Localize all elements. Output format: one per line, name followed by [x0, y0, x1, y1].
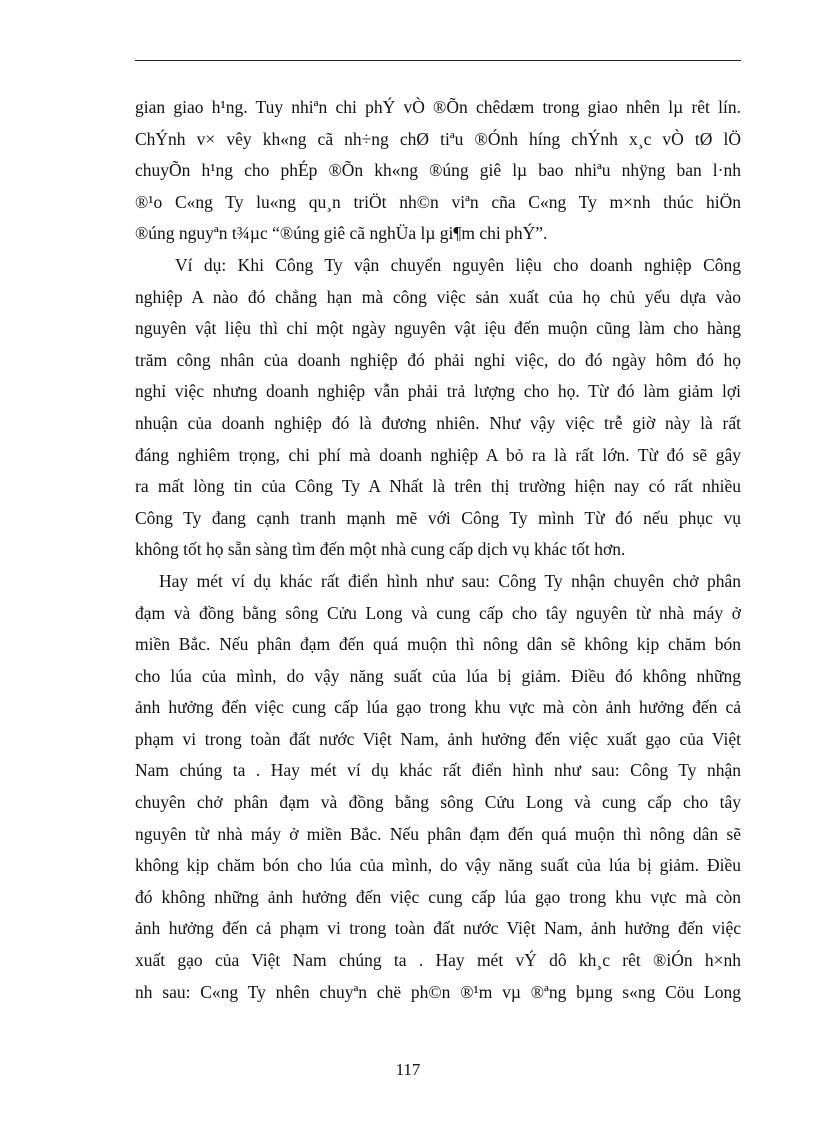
text-line: Nam chúng ta . Hay mét ví dụ khác rất điển hình như sau: Công Ty nhận — [135, 760, 741, 781]
text-line: nhuận của doanh nghiệp đó là đương nhiên. Như vậy việc trễ giờ này là rất — [135, 412, 741, 433]
text-line: đáng nghiêm trọng, chi phí mà doanh nghiệp A bỏ ra là rất lớn. Từ đó sẽ gây — [135, 444, 741, 465]
text-line: ảnh hưởng đến cả phạm vi trong toàn đất nước Việt Nam, ảnh hưởng đến việc — [135, 918, 741, 939]
text-line: ChÝnh v× vêy kh«ng cã nh÷ng chØ tiªu ®Ónh híng chÝnh x¸c vÒ tØ lÖ — [135, 128, 741, 149]
text-line: đó không những ảnh hưởng đến việc cung cấp lúa gạo trong khu vực mà còn — [135, 886, 741, 907]
text-line: ra mất lòng tin của Công Ty A Nhất là trên thị trường hiện nay có rất nhiều — [135, 476, 741, 497]
text-line: nghiệp A nào đó chẳng hạn mà công việc sản xuất của họ chủ yếu dựa vào — [135, 286, 741, 307]
text-line: Công Ty đang cạnh tranh mạnh mẽ với Công Ty mình Từ đó nếu phục vụ — [135, 507, 741, 528]
text-line: nguyên vật liệu thì chỉ một ngày nguyên vật iệu đến muộn cũng làm cho hàng — [135, 318, 741, 339]
text-line: miền Bắc. Nếu phân đạm đến quá muộn thì nông dân sẽ không kịp chăm bón — [135, 634, 741, 655]
text-line: chuyÕn h¹ng cho phÉp ®Õn kh«ng ®úng giê lµ bao nhiªu nhÿng ban l·nh — [135, 160, 741, 181]
text-line: không tốt họ sẵn sàng tìm đến một nhà cung cấp dịch vụ khác tốt hơn. — [135, 539, 626, 560]
text-line: phạm vi trong toàn đất nước Việt Nam, ảnh hưởng đến việc xuất gạo của Việt — [135, 728, 741, 749]
text-line: không kịp chăm bón cho lúa của mình, do vậy năng suất của lúa bị giảm. Điều — [135, 855, 741, 876]
text-line: trăm công nhân của doanh nghiệp đó phải nghỉ việc, do đó ngày hôm đó họ — [135, 349, 741, 370]
text-line: ®¹o C«ng Ty lu«ng qu¸n triÖt nh©n viªn cña C«ng Ty m×nh thúc hiÖn — [135, 191, 741, 212]
text-line: gian giao h¹ng. Tuy nhiªn chi phÝ vÒ ®Õn chêdæm trong giao nhên lµ rêt lín. — [135, 97, 741, 117]
text-line: chuyên chở phân đạm và đồng bằng sông Cửu Long và cung cấp cho tây — [135, 792, 741, 813]
body-text — [135, 92, 741, 1008]
text-line: Hay mét ví dụ khác rất điển hình như sau: Công Ty nhận chuyên chở phân — [159, 570, 741, 591]
text-line: cho lúa của mình, do vậy năng suất của lúa bị giảm. Điều đó không những — [135, 665, 741, 686]
text-line: nh sau: C«ng Ty nhên chuyªn chë ph©n ®¹m vµ ®ªng bµng s«ng Cöu Long — [135, 981, 741, 1002]
text-line: xuất gạo của Việt Nam chúng ta . Hay mét vÝ dô kh¸c rêt ®iÓn h×nh — [135, 950, 741, 971]
text-line: nguyên từ nhà máy ở miền Bắc. Nếu phân đạm đến quá muộn thì nông dân sẽ — [135, 823, 741, 844]
text-line: đạm và đồng bằng sông Cửu Long và cung cấp cho tây nguyên từ nhà máy ở — [135, 602, 741, 623]
page-number: 117 — [395, 1060, 421, 1079]
text-line: nghỉ việc nhưng doanh nghiệp vẫn phải trả lượng cho họ. Từ đó làm giảm lợi — [135, 381, 741, 402]
text-line: ảnh hưởng đến việc cung cấp lúa gạo trong khu vực mà còn ảnh hưởng đến cả — [135, 697, 741, 718]
header-rule — [135, 60, 741, 61]
text-line: Ví dụ: Khi Công Ty vận chuyển nguyên liệu cho doanh nghiệp Công — [175, 254, 741, 275]
text-line: ®úng nguyªn t¾µc “®úng giê cã nghÜa lµ gi¶m chi phÝ”. — [135, 223, 548, 244]
